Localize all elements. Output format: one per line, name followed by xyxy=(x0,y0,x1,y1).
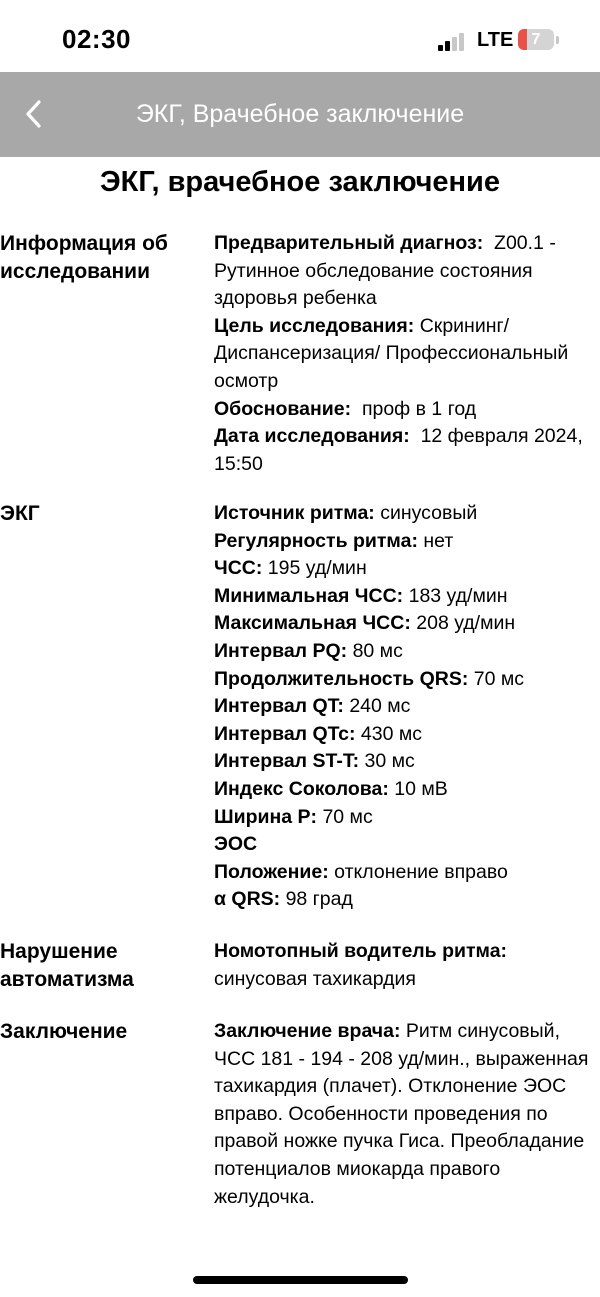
nav-bar xyxy=(0,72,600,157)
field-label: Регулярность ритма: xyxy=(214,529,418,552)
field-value: синусовый xyxy=(380,502,478,524)
field-label: Заключение врача: xyxy=(214,1020,401,1042)
field-hr-min xyxy=(214,583,596,611)
field-label: Интервал ST-T: xyxy=(214,750,360,773)
field-label: Интервал QT: xyxy=(214,695,344,718)
network-type: LTE xyxy=(477,29,514,51)
field-value: 98 град xyxy=(285,888,353,911)
battery-nub xyxy=(556,36,559,44)
field-value: 70 мс xyxy=(322,805,373,828)
field-label: Максимальная ЧСС: xyxy=(214,612,411,635)
status-bar xyxy=(0,0,600,72)
field-value: 208 уд/мин xyxy=(416,612,516,635)
field-value: Z00.1 - Рутинное обследование состояния здоровья ребенка xyxy=(214,232,556,310)
field-qt xyxy=(214,693,596,721)
home-indicator[interactable] xyxy=(193,1276,408,1284)
field-rhythm-source xyxy=(214,500,596,528)
field-label: Предварительный диагноз: xyxy=(214,232,484,254)
field-value: 12 февраля 2024, 15:50 xyxy=(214,425,583,475)
field-p-width xyxy=(214,804,596,832)
section-label: ЭКГ xyxy=(0,502,40,525)
field-value: проф в 1 год xyxy=(361,397,477,420)
field-value: нет xyxy=(423,529,454,552)
field-value: 195 уд/мин xyxy=(267,557,367,580)
field-basis xyxy=(214,396,596,424)
field-position xyxy=(214,859,596,887)
field-label: Интервал PQ: xyxy=(214,639,348,662)
section-body xyxy=(214,500,596,914)
field-sokolov xyxy=(214,776,596,804)
field-label: Номотопный водитель ритма: xyxy=(214,940,508,962)
signal-bars-icon xyxy=(438,31,472,51)
section-label: Заключение xyxy=(0,1020,128,1043)
field-pacemaker xyxy=(214,938,596,993)
field-eos-heading xyxy=(214,831,596,859)
field-label: Индекс Соколова: xyxy=(214,777,389,800)
field-label: Обоснование: xyxy=(214,397,352,420)
page-title: ЭКГ, врачебное заключение xyxy=(99,166,501,198)
field-purpose xyxy=(214,313,596,396)
field-value: 30 мс xyxy=(364,750,415,773)
field-label: ЧСС: xyxy=(214,557,263,580)
field-label: Дата исследования: xyxy=(214,425,410,448)
field-label: Интервал QTc: xyxy=(214,722,356,745)
field-value: 70 мс xyxy=(473,667,525,690)
section-label: Нарушение автоматизма xyxy=(0,940,134,991)
field-value: синусовая тахикардия xyxy=(214,967,416,990)
battery-percent: 7 xyxy=(531,31,541,48)
subheading: ЭОС xyxy=(214,833,258,856)
field-doctor-conclusion xyxy=(214,1018,596,1211)
field-label: Продолжительность QRS: xyxy=(214,667,469,690)
field-alpha-qrs xyxy=(214,886,596,914)
field-value: 80 мс xyxy=(352,639,403,662)
field-value: 183 уд/мин xyxy=(408,584,508,607)
field-label: Минимальная ЧСС: xyxy=(214,584,404,607)
field-label: Цель исследования: xyxy=(214,314,415,337)
field-qrs xyxy=(214,666,596,694)
field-pq xyxy=(214,638,596,666)
field-value: 430 мс xyxy=(360,722,422,745)
field-label: Положение: xyxy=(214,860,329,883)
battery-icon xyxy=(518,29,554,50)
field-hr xyxy=(214,555,596,583)
field-value: 240 мс xyxy=(349,695,411,718)
field-value: 10 мВ xyxy=(394,777,448,800)
field-date xyxy=(214,423,596,478)
field-label: Источник ритма: xyxy=(214,502,375,524)
field-value: Ритм синусовый, ЧСС 181 - 194 - 208 уд/мин., выраженная тахикардия (плачет). Отклонение ЭОС вправо. Особенности проведения по правой ножке пучка Гиса. Преобладание потенциалов миокарда правого желудочка. xyxy=(214,1020,589,1208)
field-hr-max xyxy=(214,610,596,638)
section-body xyxy=(214,938,596,993)
section-body xyxy=(214,230,596,478)
nav-title: ЭКГ, Врачебное заключение xyxy=(135,100,465,128)
field-label: α QRS: xyxy=(214,888,281,911)
status-time: 02:30 xyxy=(62,24,131,54)
section-body xyxy=(214,1018,596,1211)
field-qtc xyxy=(214,721,596,749)
field-value: отклонение вправо xyxy=(334,860,508,883)
field-st-t xyxy=(214,748,596,776)
field-diagnosis xyxy=(214,230,596,313)
field-label: Ширина P: xyxy=(214,805,318,828)
back-button[interactable] xyxy=(16,92,52,136)
field-value: Скрининг/ Диспансеризация/ Профессиональный осмотр xyxy=(214,314,569,392)
chevron-left-icon xyxy=(25,99,43,129)
field-rhythm-regularity xyxy=(214,528,596,556)
section-label: Информация об исследовании xyxy=(0,232,168,283)
